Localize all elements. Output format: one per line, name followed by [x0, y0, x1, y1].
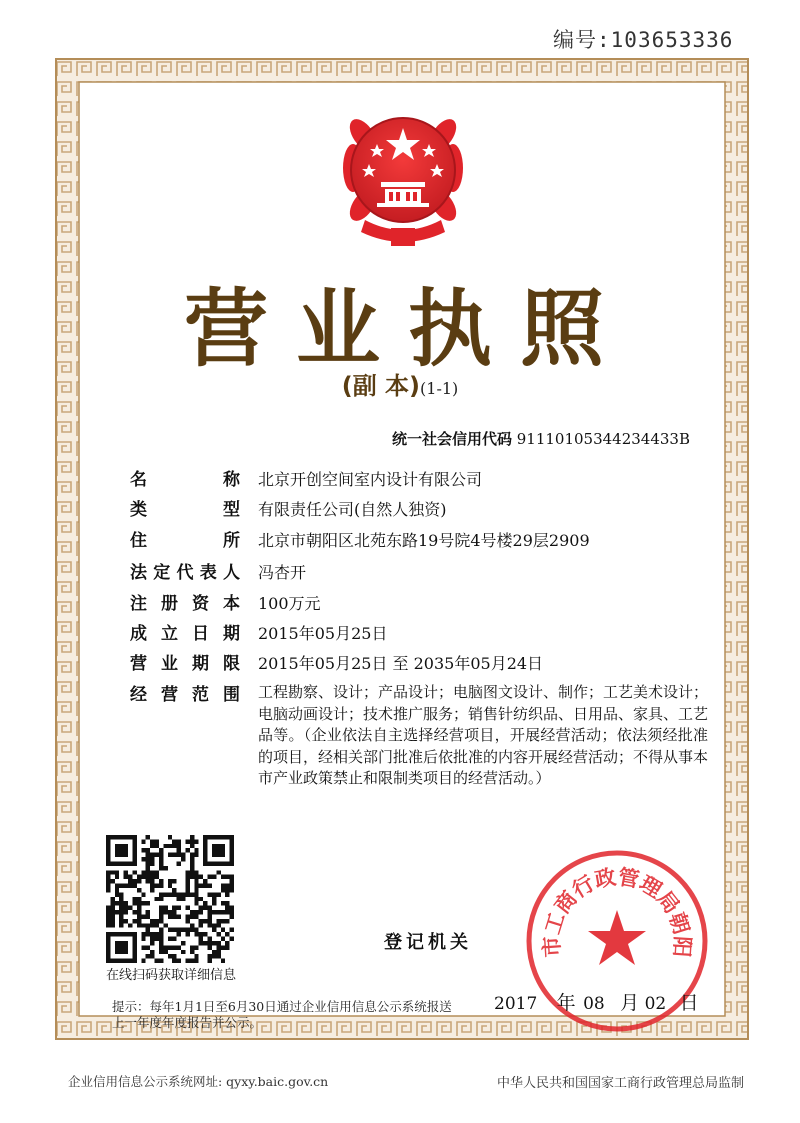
field-label: 注 册 资 本 [130, 594, 240, 614]
issue-year-unit: 年 [556, 992, 576, 1014]
title-char: 营 [183, 280, 280, 378]
issue-date [494, 988, 699, 1015]
footer-supervisor: 中华人民共和国国家工商行政管理总局监制 [497, 1076, 745, 1091]
seal-text: 市工商行政管理局朝阳 [538, 863, 696, 958]
title-char: 照 [520, 280, 617, 378]
title-char: 业 [295, 280, 392, 378]
qr-caption: 在线扫码获取详细信息 [106, 968, 237, 983]
field-label: 类 型 [130, 500, 240, 520]
issue-day-unit: 日 [679, 992, 699, 1014]
field-label: 法 定 代 表 人 [130, 563, 240, 583]
qr-code-icon [106, 835, 234, 963]
credit-code-label: 统一社会信用代码 [391, 430, 512, 448]
field-label: 住 所 [130, 531, 240, 551]
serial-value: 103653336 [610, 28, 734, 52]
field-value: 北京市朝阳区北苑东路19号院4号楼29层2909 [258, 531, 590, 550]
field-value: 2015年05月25日 至 2035年05月24日 [258, 654, 544, 673]
field-value: 100万元 [258, 594, 321, 613]
field-value: 有限责任公司(自然人独资) [258, 500, 447, 519]
field-label: 营 业 期 限 [130, 654, 240, 674]
field-label: 成 立 日 期 [130, 624, 240, 644]
issue-day: 02 [644, 994, 667, 1014]
issue-year: 2017 [494, 994, 538, 1014]
subtitle-copy-number: (1-1) [420, 379, 459, 398]
registration-authority-label: 登记机关 [384, 932, 472, 953]
certificate-title [0, 262, 800, 383]
annual-report-tip: 提示：每年1月1日至6月30日通过企业信用信息公示系统报送上一年度年度报告并公示。 [112, 999, 452, 1030]
field-value: 冯杏开 [258, 563, 307, 582]
field-label: 名 称 [130, 470, 240, 490]
field-value: 北京开创空间室内设计有限公司 [258, 470, 483, 489]
footer-website: 企业信用信息公示系统网址: qyxy.baic.gov.cn [68, 1074, 329, 1089]
issue-month: 08 [583, 994, 605, 1014]
serial-label: 编号: [553, 28, 611, 52]
field-label: 经 营 范 围 [130, 685, 240, 705]
copy-subtitle [0, 366, 800, 401]
title-char: 执 [408, 280, 505, 378]
subtitle-main: (副 本) [341, 372, 421, 400]
business-scope-text: 工程勘察、设计；产品设计；电脑图文设计、制作；工艺美术设计；电脑动画设计；技术推广服务；销售针纺织品、日用品、家具、工艺品等。（企业依法自主选择经营项目，开展经营活动；依法须经批准的项目，经相关部门批准后依批准的内容开展经营活动；不得从事本市产业政策禁止和限制类项目的经营活动。） [258, 683, 709, 787]
serial-number [553, 24, 733, 54]
issue-month-unit: 月 [620, 992, 640, 1014]
credit-code [392, 428, 690, 449]
credit-code-value: 91110105344234433B [516, 430, 690, 448]
national-emblem-icon [335, 100, 471, 252]
field-value: 2015年05月25日 [258, 624, 388, 643]
